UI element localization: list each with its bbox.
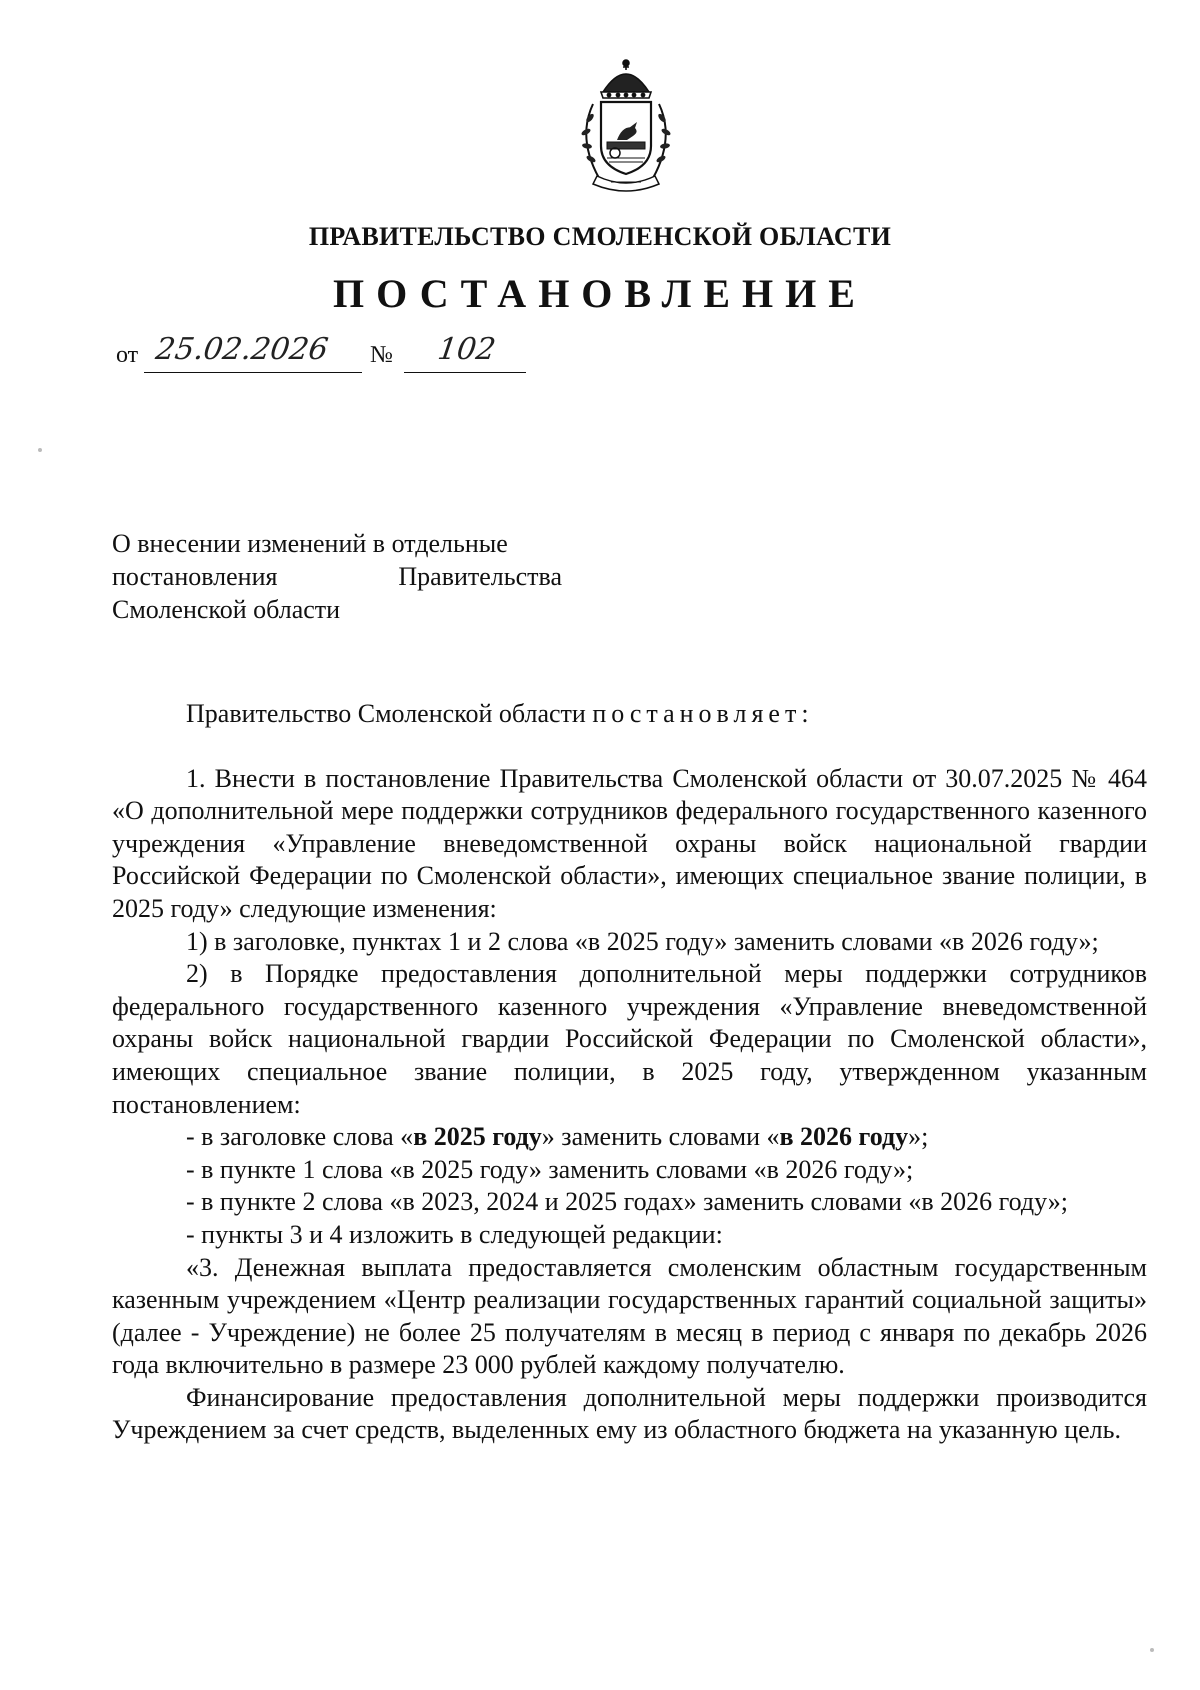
subject-line-3: Смоленской области (112, 595, 341, 624)
paragraph-9: Финансирование предоставления дополнительной меры поддержки производится Учреждением за счет средств, выделенных ему из областного бюджета на указанную цель. (112, 1382, 1147, 1445)
document-body (112, 698, 1147, 1447)
handwritten-number: 102 (435, 332, 498, 367)
p4-bold-old: в 2025 году (413, 1122, 542, 1152)
subject-line-1: О внесении изменений в отдельные (112, 529, 508, 558)
p4-part-a: - в заголовке слова « (186, 1122, 414, 1152)
paragraph-6: - в пункте 2 слова «в 2023, 2024 и 2025 годах» заменить словами «в 2026 году»; (186, 1187, 1069, 1217)
subject-line-2-left: постановления (112, 562, 278, 591)
paragraph-8: «3. Денежная выплата предоставляется смоленским областным государственным казенным учреждением «Центр реализации государственных гарантий социальной защиты» (далее - Учреждение) не более 25 получателям в месяц в период с января по декабрь 2026 года включительно в размере 23 000 рублей каждому получателю. (112, 1252, 1147, 1380)
smolensk-coat-of-arms-icon (563, 58, 689, 192)
p4-part-e: »; (908, 1122, 929, 1152)
number-prefix: № (370, 342, 393, 368)
document-subject (112, 527, 562, 626)
p4-bold-new: в 2026 году (779, 1122, 909, 1152)
registration-line (116, 332, 576, 378)
scan-speck (38, 448, 42, 452)
date-prefix: от (116, 342, 139, 368)
paragraph-3: 2) в Порядке предоставления дополнительной меры поддержки сотрудников федерального государственного казенного учреждения «Управление вневедомственной охраны войск национальной гвардии Российской Федерации по Смоленской области», имеющих специальное звание полиции, в 2025 году, утвержденном указанным постановлением: (112, 959, 1147, 1119)
subject-line-2-right: Правительства (398, 562, 562, 591)
paragraph-5: - в пункте 1 слова «в 2025 году» заменить словами «в 2026 году»; (186, 1154, 914, 1184)
paragraph-4 (112, 1121, 1147, 1154)
paragraph-2: 1) в заголовке, пунктах 1 и 2 слова «в 2025 году» заменить словами «в 2026 году»; (186, 926, 1099, 956)
paragraph-7: - пункты 3 и 4 изложить в следующей редакции: (186, 1219, 723, 1249)
subject-line-2 (112, 560, 562, 593)
government-name: ПРАВИТЕЛЬСТВО СМОЛЕНСКОЙ ОБЛАСТИ (308, 222, 892, 251)
handwritten-date: 25.02.2026 (153, 332, 331, 367)
preamble-text: Правительство Смоленской области (186, 699, 586, 728)
number-underline (404, 372, 526, 373)
p4-part-c: » заменить словами « (541, 1122, 780, 1152)
preamble (112, 698, 1147, 731)
scan-speck (1150, 1648, 1154, 1652)
preamble-resolves: постановляет: (592, 699, 814, 728)
date-underline (144, 372, 362, 373)
document-type-title: ПОСТАНОВЛЕНИЕ (333, 271, 867, 316)
paragraph-1: 1. Внести в постановление Правительства Смоленской области от 30.07.2025 № 464 «О дополнительной мере поддержки сотрудников федерального государственного казенного учреждения «Управление вневедомственной охраны войск национальной гвардии Российской Федерации по Смоленской области», имеющих специальное звание полиции, в 2025 году» следующие изменения: (112, 763, 1147, 923)
